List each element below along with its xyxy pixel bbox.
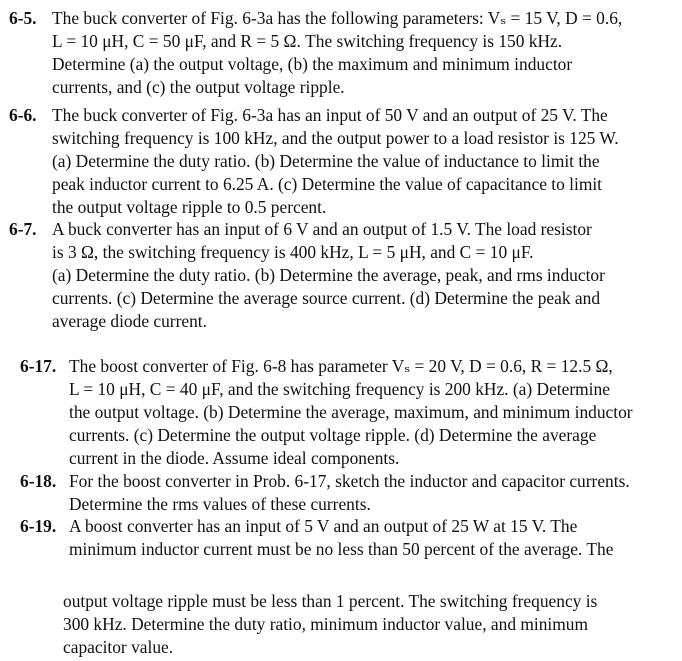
problem-line: the output voltage. (b) Determine the average, maximum, and minimum inductor bbox=[69, 402, 633, 422]
problem-text bbox=[69, 470, 630, 516]
problem-line: average diode current. bbox=[52, 311, 207, 331]
problem-line: A boost converter has an input of 5 V and an output of 25 W at 15 V. The bbox=[69, 516, 578, 536]
problem-number: 6-18. bbox=[20, 471, 57, 491]
problem-line: is 3 Ω, the switching frequency is 400 kHz, L = 5 μH, and C = 10 μF. bbox=[52, 242, 534, 262]
problem-text bbox=[52, 7, 622, 99]
problem-6-6 bbox=[9, 104, 619, 219]
problem-text bbox=[52, 218, 605, 333]
problem-line: L = 10 μH, C = 50 μF, and R = 5 Ω. The switching frequency is 150 kHz. bbox=[52, 31, 563, 51]
problem-line: switching frequency is 100 kHz, and the output power to a load resistor is 125 W. bbox=[52, 128, 619, 148]
problem-line: (a) Determine the duty ratio. (b) Determine the value of inductance to limit the bbox=[52, 151, 600, 171]
problem-6-7 bbox=[9, 218, 605, 333]
problem-line: A buck converter has an input of 6 V and an output of 1.5 V. The load resistor bbox=[52, 219, 592, 239]
problem-text bbox=[69, 355, 633, 470]
continuation-line: capacitor value. bbox=[63, 637, 174, 657]
problem-line: L = 10 μH, C = 40 μF, and the switching frequency is 200 kHz. (a) Determine bbox=[69, 379, 610, 399]
problem-number: 6-6. bbox=[9, 105, 37, 125]
problem-line: Determine the rms values of these currents. bbox=[69, 494, 371, 514]
problem-number: 6-19. bbox=[20, 516, 57, 536]
problem-line: minimum inductor current must be no less than 50 percent of the average. The bbox=[69, 539, 614, 559]
problem-line: current in the diode. Assume ideal components. bbox=[69, 448, 400, 468]
problem-6-19 bbox=[20, 515, 613, 561]
problem-6-19-continuation bbox=[63, 590, 597, 659]
continuation-line: output voltage ripple must be less than 1 percent. The switching frequency is bbox=[63, 591, 598, 611]
problem-line: The buck converter of Fig. 6-3a has an input of 50 V and an output of 25 V. The bbox=[52, 105, 608, 125]
problem-line: Determine (a) the output voltage, (b) the maximum and minimum inductor bbox=[52, 54, 573, 74]
problem-number: 6-17. bbox=[20, 356, 57, 376]
problem-line: the output voltage ripple to 0.5 percent. bbox=[52, 197, 327, 217]
problem-line: currents, and (c) the output voltage ripple. bbox=[52, 77, 345, 97]
problem-line: For the boost converter in Prob. 6-17, sketch the inductor and capacitor currents. bbox=[69, 471, 630, 491]
problem-text bbox=[69, 515, 613, 561]
problem-line: The boost converter of Fig. 6-8 has parameter Vₛ = 20 V, D = 0.6, R = 12.5 Ω, bbox=[69, 356, 613, 376]
problem-6-5 bbox=[9, 7, 622, 99]
problem-line: currents. (c) Determine the average source current. (d) Determine the peak and bbox=[52, 288, 601, 308]
problem-line: currents. (c) Determine the output voltage ripple. (d) Determine the average bbox=[69, 425, 597, 445]
problem-number: 6-5. bbox=[9, 8, 37, 28]
problem-number: 6-7. bbox=[9, 219, 37, 239]
problem-text bbox=[52, 104, 619, 219]
problem-6-17 bbox=[20, 355, 633, 470]
problem-line: (a) Determine the duty ratio. (b) Determine the average, peak, and rms inductor bbox=[52, 265, 605, 285]
problem-line: The buck converter of Fig. 6-3a has the following parameters: Vₛ = 15 V, D = 0.6, bbox=[52, 8, 623, 28]
problem-6-18 bbox=[20, 470, 630, 516]
problem-line: peak inductor current to 6.25 A. (c) Determine the value of capacitance to limit bbox=[52, 174, 603, 194]
continuation-line: 300 kHz. Determine the duty ratio, minimum inductor value, and minimum bbox=[63, 614, 588, 634]
